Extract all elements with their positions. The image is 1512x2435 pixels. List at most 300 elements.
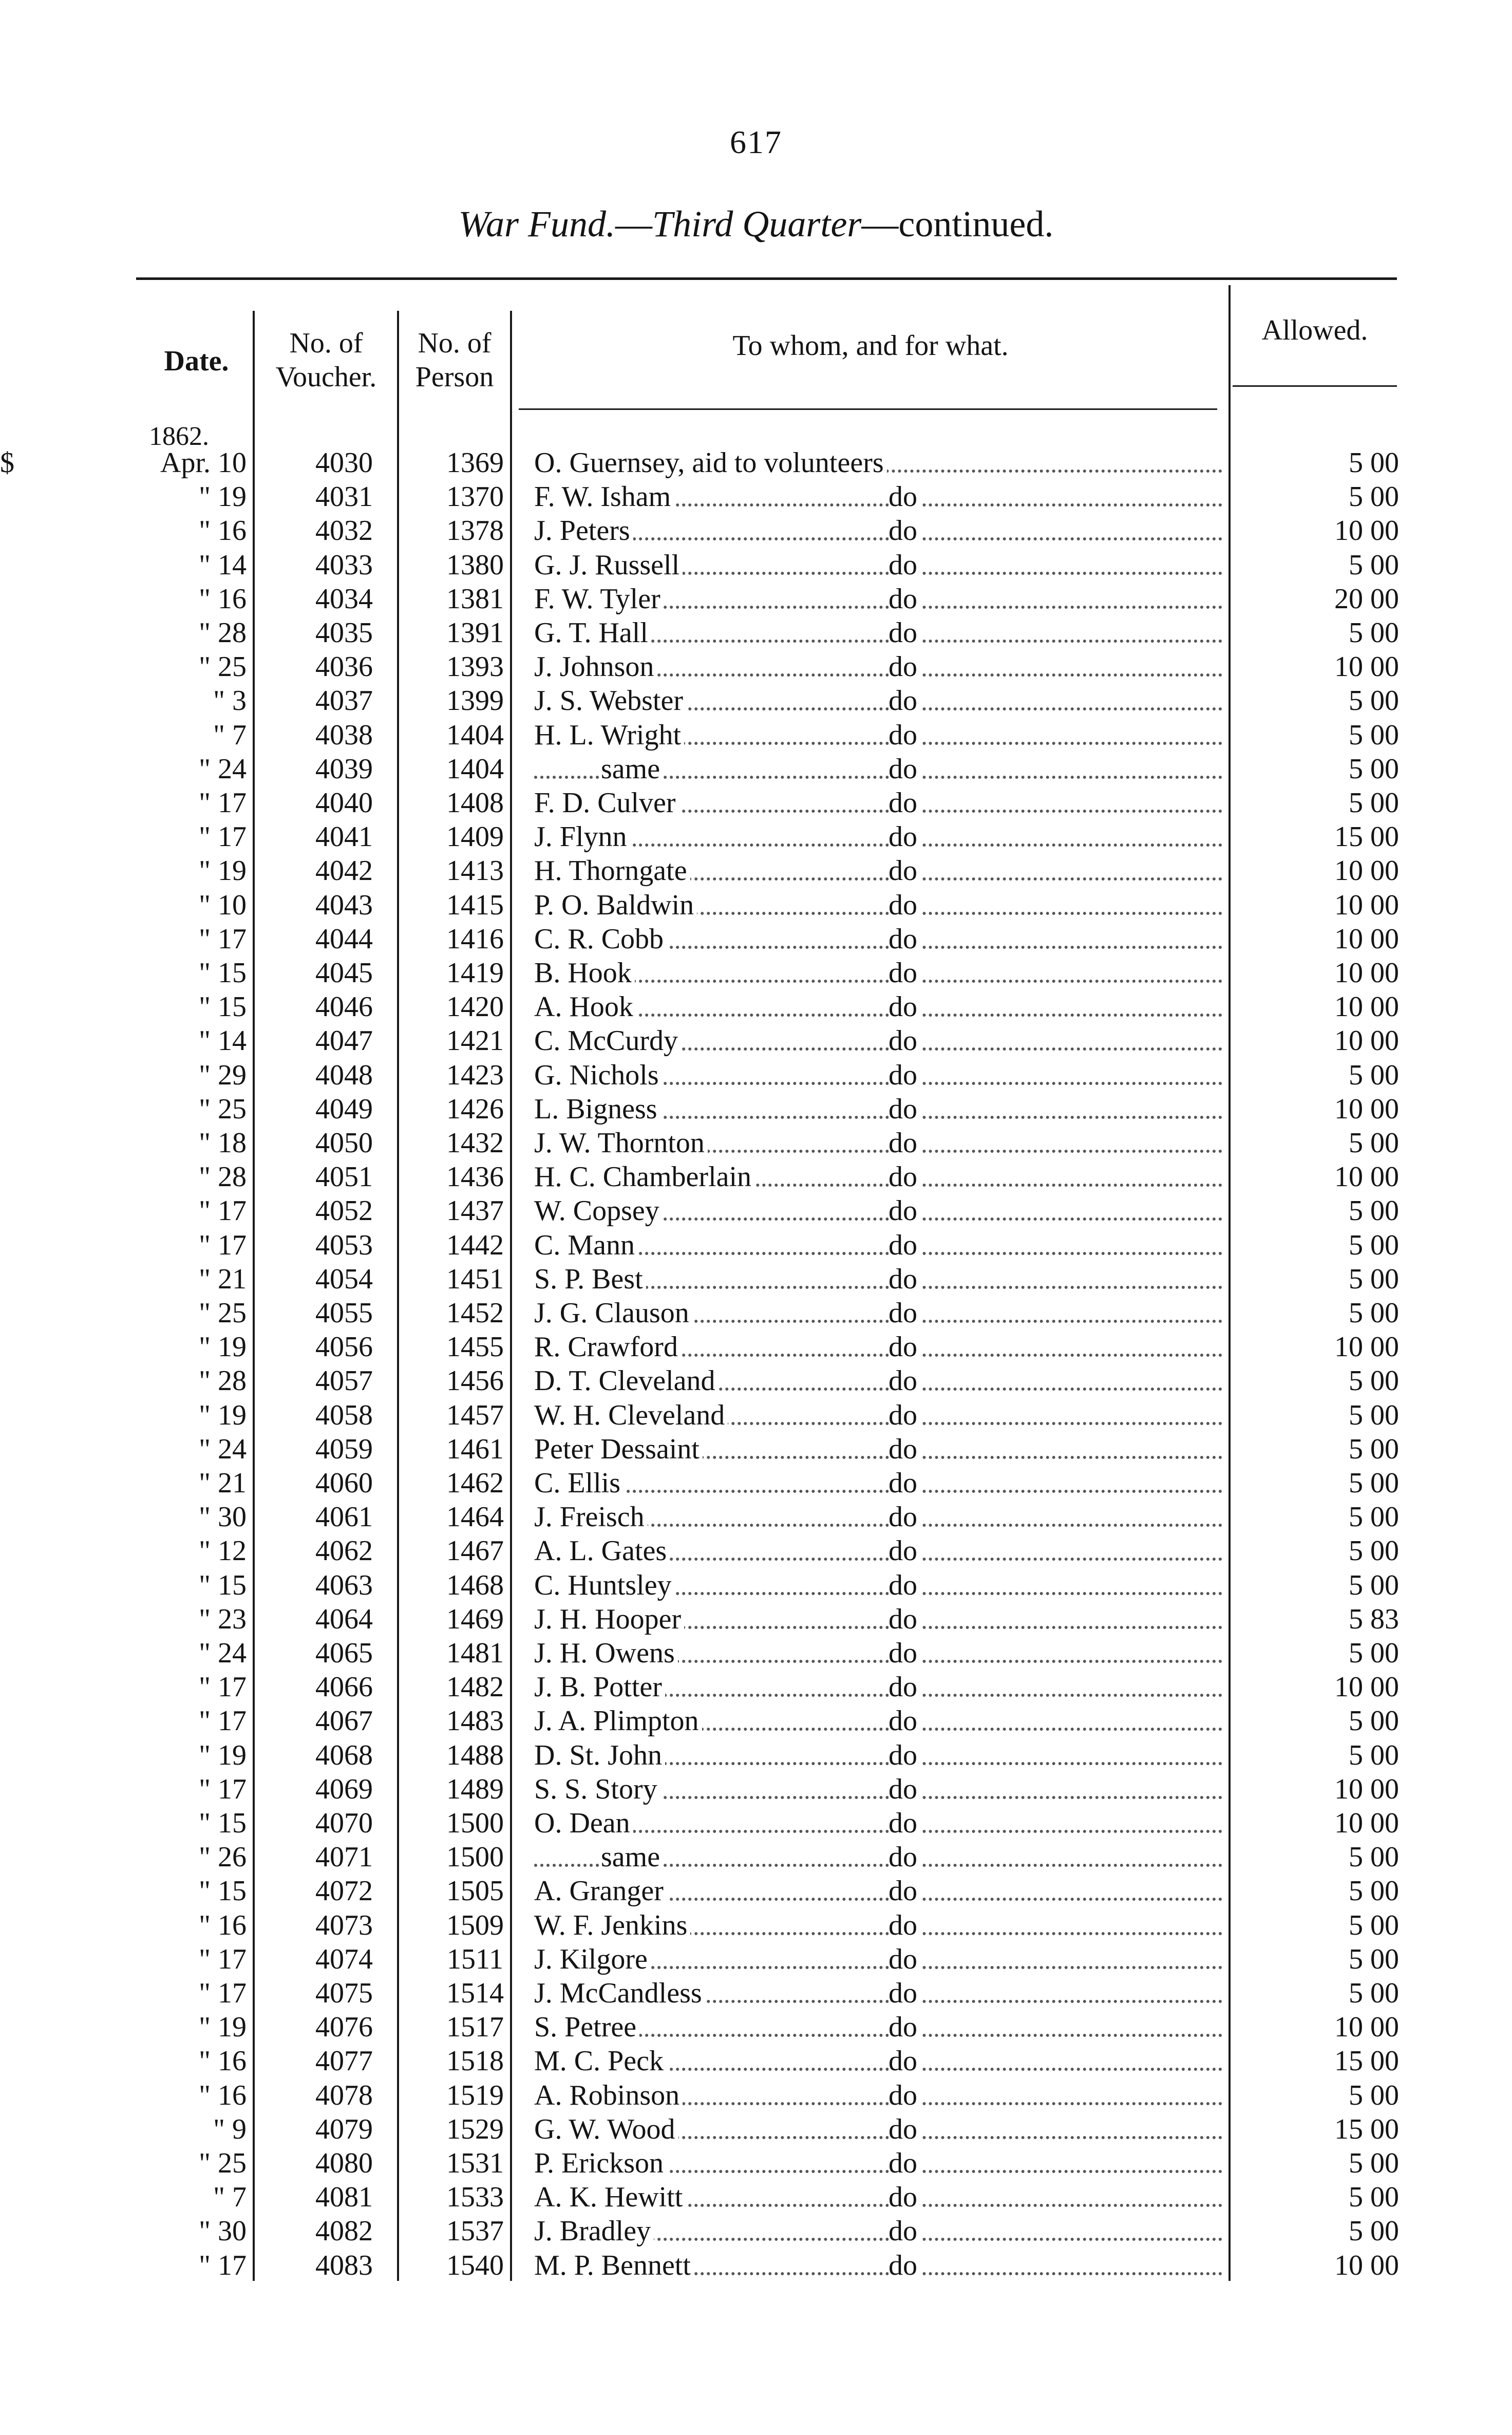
row-amount: 5 00 [1349, 1739, 1399, 1771]
row-person-number: 1540 [446, 2249, 504, 2281]
row-person-number: 1537 [446, 2215, 504, 2247]
row-voucher-number: 4058 [315, 1399, 373, 1431]
row-amount: 5 00 [1349, 2079, 1399, 2111]
row-person-number: 1500 [446, 1841, 504, 1874]
row-date: " 15 [199, 1807, 247, 1839]
row-voucher-number: 4047 [315, 1025, 373, 1057]
allowed-header-rule [1233, 385, 1397, 387]
row-date: " 28 [199, 1161, 247, 1193]
row-voucher-number: 4069 [315, 1773, 373, 1805]
row-date: " 15 [199, 957, 247, 989]
row-description [534, 446, 1222, 480]
header-date: Date. [164, 345, 229, 377]
row-description [534, 1636, 1222, 1670]
row-person-number: 1404 [446, 753, 504, 785]
row-amount: 10 00 [1334, 1671, 1399, 1703]
row-payee: J. H. Owens [534, 1637, 678, 1669]
row-ditto: do [889, 1500, 920, 1534]
row-amount: 5 00 [1349, 1535, 1399, 1567]
row-amount: 5 00 [1349, 447, 1399, 479]
row-person-number: 1436 [446, 1161, 504, 1193]
row-person-number: 1468 [446, 1569, 504, 1601]
row-voucher-number: 4077 [315, 2045, 373, 2077]
row-description [534, 1296, 1222, 1330]
row-payee: S. P. Best [534, 1263, 646, 1295]
row-person-number: 1391 [446, 617, 504, 649]
table-row [0, 718, 1512, 752]
header-allowed: Allowed. [1261, 314, 1368, 346]
table-row [0, 582, 1512, 616]
row-date: " 25 [199, 1093, 247, 1125]
row-ditto: do [889, 1874, 920, 1908]
row-date: " 16 [199, 2079, 247, 2111]
row-ditto: do [889, 1092, 920, 1126]
row-ditto: do [889, 1466, 920, 1500]
row-description [534, 1126, 1222, 1160]
row-payee: J. McCandless [534, 1977, 705, 2009]
row-description [534, 1704, 1222, 1738]
row-ditto: do [889, 888, 920, 922]
row-ditto: do [889, 480, 920, 514]
row-amount: 20 00 [1334, 583, 1399, 615]
row-date: " 24 [199, 753, 247, 785]
dot-leader [534, 1490, 1222, 1493]
row-person-number: 1457 [446, 1399, 504, 1431]
row-description [534, 1466, 1222, 1500]
row-person-number: 1423 [446, 1059, 504, 1091]
row-description [534, 786, 1222, 820]
row-amount: 5 00 [1349, 2215, 1399, 2247]
row-description [534, 854, 1222, 888]
row-person-number: 1370 [446, 481, 504, 513]
row-description [534, 922, 1222, 956]
row-payee: C. Ellis [534, 1467, 623, 1499]
row-ditto: do [889, 854, 920, 888]
row-payee: Peter Dessaint [534, 1433, 703, 1465]
row-ditto: do [889, 1942, 920, 1976]
row-description [534, 582, 1222, 616]
row-voucher-number: 4034 [315, 583, 373, 615]
row-ditto: do [889, 2214, 920, 2248]
row-payee: H. L. Wright [534, 719, 684, 751]
table-row [0, 1398, 1512, 1432]
row-date: " 19 [199, 855, 247, 887]
table-row [0, 650, 1512, 684]
row-ditto: do [889, 548, 920, 582]
row-voucher-number: 4072 [315, 1875, 373, 1907]
row-date: " 25 [199, 2147, 247, 2179]
row-description [534, 1806, 1222, 1840]
row-date: " 24 [199, 1433, 247, 1465]
row-person-number: 1461 [446, 1433, 504, 1465]
row-person-number: 1451 [446, 1263, 504, 1295]
row-description [534, 1262, 1222, 1296]
row-voucher-number: 4083 [315, 2249, 373, 2281]
row-date: " 16 [199, 2045, 247, 2077]
row-description [534, 2078, 1222, 2112]
row-ditto: do [889, 1126, 920, 1160]
row-ditto: do [889, 616, 920, 650]
row-date: " 17 [199, 1229, 247, 1261]
row-description [534, 1568, 1222, 1602]
table-row [0, 1534, 1512, 1568]
page-number: 617 [730, 124, 782, 160]
row-description [534, 1602, 1222, 1636]
row-amount: 5 00 [1349, 787, 1399, 819]
row-description [534, 2214, 1222, 2248]
table-row [0, 1194, 1512, 1228]
row-description [534, 1942, 1222, 1976]
table-row [0, 888, 1512, 922]
row-description [534, 684, 1222, 718]
table-row [0, 2249, 1512, 2282]
row-person-number: 1393 [446, 651, 504, 683]
row-ditto: do [889, 990, 920, 1024]
row-ditto: do [889, 820, 920, 854]
row-ditto: do [889, 2249, 920, 2282]
row-date: " 17 [199, 1705, 247, 1737]
row-person-number: 1369 [446, 447, 504, 479]
row-date: " 19 [199, 1331, 247, 1363]
row-voucher-number: 4076 [315, 2011, 373, 2044]
row-description [534, 1670, 1222, 1704]
table-row [0, 854, 1512, 888]
row-description [534, 1772, 1222, 1806]
row-voucher-number: 4070 [315, 1807, 373, 1839]
row-date: " 21 [199, 1467, 247, 1499]
row-date: " 19 [199, 481, 247, 513]
row-description [534, 616, 1222, 650]
table-row [0, 446, 1512, 480]
row-payee: J. Flynn [534, 821, 630, 853]
row-payee: A. K. Hewitt [534, 2181, 686, 2213]
row-amount: 5 00 [1349, 1875, 1399, 1907]
row-voucher-number: 4055 [315, 1297, 373, 1329]
dot-leader [534, 1014, 1222, 1017]
row-payee: M. C. Peck [534, 2045, 667, 2077]
row-payee: A. L. Gates [534, 1535, 670, 1567]
row-description [534, 990, 1222, 1024]
row-payee: C. McCurdy [534, 1025, 681, 1057]
table-row [0, 1058, 1512, 1092]
table-row [0, 1126, 1512, 1160]
row-date: " 17 [199, 923, 247, 955]
row-description [534, 1432, 1222, 1466]
row-voucher-number: 4049 [315, 1093, 373, 1125]
table-row [0, 2044, 1512, 2078]
table-row [0, 1092, 1512, 1126]
table-row [0, 1976, 1512, 2010]
row-payee: D. St. John [534, 1739, 665, 1771]
row-person-number: 1509 [446, 1909, 504, 1941]
row-voucher-number: 4080 [315, 2147, 373, 2179]
row-payee: J. H. Hooper [534, 1603, 684, 1635]
title-quarter: Third Quarter [652, 203, 862, 245]
row-date: " 14 [199, 549, 247, 581]
row-amount: 5 00 [1349, 1501, 1399, 1533]
row-amount: 10 00 [1334, 991, 1399, 1023]
row-person-number: 1517 [446, 2011, 504, 2044]
row-ditto: do [889, 1704, 920, 1738]
table-row [0, 1262, 1512, 1296]
table-row [0, 1772, 1512, 1806]
row-voucher-number: 4079 [315, 2113, 373, 2145]
title-suffix: —continued. [861, 203, 1054, 245]
row-description [534, 1160, 1222, 1194]
row-amount: 5 00 [1349, 1909, 1399, 1941]
row-payee: A. Hook [534, 991, 636, 1023]
row-amount: 5 00 [1349, 753, 1399, 785]
table-row [0, 2214, 1512, 2248]
row-payee: J. G. Clauson [534, 1297, 692, 1329]
row-description [534, 1874, 1222, 1908]
table-row [0, 1160, 1512, 1194]
header-voucher: No. of Voucher. [275, 327, 377, 393]
title-main: War Fund. [458, 203, 616, 245]
row-voucher-number: 4041 [315, 821, 373, 853]
row-payee: H. Thorngate [534, 855, 690, 887]
row-payee: H. C. Chamberlain [534, 1161, 754, 1193]
row-date: Apr. 10 [160, 447, 247, 479]
row-voucher-number: 4054 [315, 1263, 373, 1295]
row-person-number: 1421 [446, 1025, 504, 1057]
row-ditto: do [889, 1160, 920, 1194]
row-ditto: do [889, 2010, 920, 2044]
row-payee: W. Copsey [534, 1195, 663, 1227]
row-date: " 17 [199, 821, 247, 853]
row-voucher-number: 4081 [315, 2181, 373, 2214]
row-date: " 28 [199, 1365, 247, 1397]
row-amount: 10 00 [1334, 1331, 1399, 1363]
row-voucher-number: 4057 [315, 1365, 373, 1397]
row-amount: 10 00 [1334, 855, 1399, 887]
row-voucher-number: 4067 [315, 1705, 373, 1737]
row-payee: P. O. Baldwin [534, 889, 697, 921]
row-payee: G. Nichols [534, 1059, 662, 1091]
row-voucher-number: 4036 [315, 651, 373, 683]
row-date: " 16 [199, 1909, 247, 1941]
row-date: " 19 [199, 1399, 247, 1431]
row-voucher-number: 4059 [315, 1433, 373, 1465]
row-voucher-number: 4051 [315, 1161, 373, 1193]
row-amount: 10 00 [1334, 889, 1399, 921]
table-row [0, 1670, 1512, 1704]
table-row [0, 922, 1512, 956]
row-payee: J. Peters [534, 515, 633, 547]
row-person-number: 1399 [446, 685, 504, 717]
row-ditto: do [889, 1636, 920, 1670]
row-payee: A. Granger [534, 1875, 667, 1907]
row-ditto: do [889, 956, 920, 990]
table-row [0, 1568, 1512, 1602]
row-amount: 15 00 [1334, 821, 1399, 853]
row-person-number: 1416 [446, 923, 504, 955]
row-ditto: do [889, 2112, 920, 2146]
row-date: " 17 [199, 1977, 247, 2009]
dot-leader [534, 1830, 1222, 1833]
row-amount: 5 00 [1349, 1229, 1399, 1261]
row-ditto: do [889, 1330, 920, 1364]
table-row [0, 2180, 1512, 2214]
row-voucher-number: 4068 [315, 1739, 373, 1771]
row-voucher-number: 4062 [315, 1535, 373, 1567]
row-ditto: do [889, 2146, 920, 2180]
row-date: " 25 [199, 651, 247, 683]
table-row [0, 514, 1512, 548]
header-person: No. of Person [415, 327, 494, 393]
row-person-number: 1426 [446, 1093, 504, 1125]
row-ditto: do [889, 1670, 920, 1704]
row-description [534, 1534, 1222, 1568]
row-voucher-number: 4038 [315, 719, 373, 751]
row-ditto: do [889, 1806, 920, 1840]
row-amount: 5 00 [1349, 1195, 1399, 1227]
row-person-number: 1380 [446, 549, 504, 581]
row-amount: 10 00 [1334, 957, 1399, 989]
row-person-number: 1481 [446, 1637, 504, 1669]
row-payee: J. Johnson [534, 651, 657, 683]
row-voucher-number: 4053 [315, 1229, 373, 1261]
table-row [0, 548, 1512, 582]
table-row [0, 1840, 1512, 1874]
table-row [0, 1602, 1512, 1636]
row-person-number: 1505 [446, 1875, 504, 1907]
row-payee: J. Freisch [534, 1501, 648, 1533]
row-payee: G. T. Hall [534, 617, 651, 649]
table-row [0, 1364, 1512, 1398]
year-label: 1862. [149, 422, 209, 451]
row-payee: G. J. Russell [534, 549, 683, 581]
row-ditto: do [889, 650, 920, 684]
row-amount: 5 00 [1349, 549, 1399, 581]
row-payee: A. Robinson [534, 2080, 683, 2111]
row-date: " 12 [199, 1535, 247, 1567]
row-voucher-number: 4046 [315, 991, 373, 1023]
row-amount: 5 00 [1349, 1569, 1399, 1601]
row-description [534, 1500, 1222, 1534]
row-payee: G. W. Wood [534, 2113, 678, 2145]
row-date: " 16 [199, 515, 247, 547]
row-voucher-number: 4071 [315, 1841, 373, 1874]
row-amount: 10 00 [1334, 2249, 1399, 2281]
row-amount: 5 00 [1349, 1637, 1399, 1669]
row-amount: 5 00 [1349, 1297, 1399, 1329]
row-person-number: 1469 [446, 1603, 504, 1635]
row-person-number: 1437 [446, 1195, 504, 1227]
row-description [534, 514, 1222, 548]
row-voucher-number: 4066 [315, 1671, 373, 1703]
row-amount: 10 00 [1334, 923, 1399, 955]
row-amount: 15 00 [1334, 2113, 1399, 2145]
row-amount: 10 00 [1334, 651, 1399, 683]
table-row [0, 480, 1512, 514]
row-payee: J. W. Thornton [534, 1127, 708, 1159]
row-payee: O. Guernsey, aid to volunteers [534, 447, 887, 479]
table-row [0, 1704, 1512, 1738]
row-amount: 5 00 [1349, 1841, 1399, 1874]
row-date: " 17 [199, 2249, 247, 2281]
row-voucher-number: 4031 [315, 481, 373, 513]
table-row [0, 1874, 1512, 1908]
row-person-number: 1464 [446, 1501, 504, 1533]
row-voucher-number: 4044 [315, 923, 373, 955]
row-payee: F. W. Tyler [534, 583, 664, 615]
row-person-number: 1456 [446, 1365, 504, 1397]
row-date: " 28 [199, 617, 247, 649]
row-amount: 15 00 [1334, 2045, 1399, 2077]
table-top-rule [136, 277, 1397, 280]
row-payee: R. Crawford [534, 1331, 681, 1363]
row-date: " 24 [199, 1637, 247, 1669]
row-ditto: do [889, 1024, 920, 1058]
row-date: " 17 [199, 1943, 247, 1975]
row-description [534, 718, 1222, 752]
row-person-number: 1452 [446, 1297, 504, 1329]
row-payee: W. F. Jenkins [534, 1909, 690, 1941]
row-payee: M. P. Bennett [534, 2250, 694, 2281]
table-row [0, 2112, 1512, 2146]
row-payee: J. B. Potter [534, 1671, 665, 1703]
row-voucher-number: 4074 [315, 1943, 373, 1975]
row-voucher-number: 4035 [315, 617, 373, 649]
row-person-number: 1404 [446, 719, 504, 751]
row-ditto: do [889, 1262, 920, 1296]
row-amount: 5 83 [1349, 1603, 1399, 1635]
row-person-number: 1514 [446, 1977, 504, 2009]
row-ditto: do [889, 1296, 920, 1330]
row-description [534, 1330, 1222, 1364]
page-title [0, 203, 1512, 246]
row-voucher-number: 4056 [315, 1331, 373, 1363]
table-row [0, 1806, 1512, 1840]
row-amount: 5 00 [1349, 2147, 1399, 2179]
row-ditto: do [889, 684, 920, 718]
row-description [534, 1976, 1222, 2010]
row-voucher-number: 4039 [315, 753, 373, 785]
row-payee: J. Kilgore [534, 1943, 651, 1975]
dot-leader [534, 844, 1222, 847]
row-payee: C. R. Cobb [534, 923, 667, 955]
row-amount: 5 00 [1349, 1943, 1399, 1975]
row-amount: 5 00 [1349, 719, 1399, 751]
row-description [534, 2249, 1222, 2282]
row-amount: 5 00 [1349, 481, 1399, 513]
row-date: " 15 [199, 1875, 247, 1907]
row-description [534, 956, 1222, 990]
row-voucher-number: 4045 [315, 957, 373, 989]
row-voucher-number: 4073 [315, 1909, 373, 1941]
row-payee: same [601, 753, 663, 785]
row-date: " 7 [213, 719, 247, 751]
row-amount: 10 00 [1334, 515, 1399, 547]
row-description [534, 1024, 1222, 1058]
row-date: " 10 [199, 889, 247, 921]
table-row [0, 616, 1512, 650]
row-voucher-number: 4075 [315, 1977, 373, 2009]
row-voucher-number: 4063 [315, 1569, 373, 1601]
row-date: " 26 [199, 1841, 247, 1874]
row-person-number: 1489 [446, 1773, 504, 1805]
row-description [534, 1398, 1222, 1432]
row-voucher-number: 4048 [315, 1059, 373, 1091]
row-voucher-number: 4050 [315, 1127, 373, 1159]
row-person-number: 1378 [446, 515, 504, 547]
row-payee: J. Bradley [534, 2215, 654, 2247]
row-amount: 5 00 [1349, 1127, 1399, 1159]
row-date: " 21 [199, 1263, 247, 1295]
row-date: " 7 [213, 2181, 247, 2214]
row-voucher-number: 4043 [315, 889, 373, 921]
